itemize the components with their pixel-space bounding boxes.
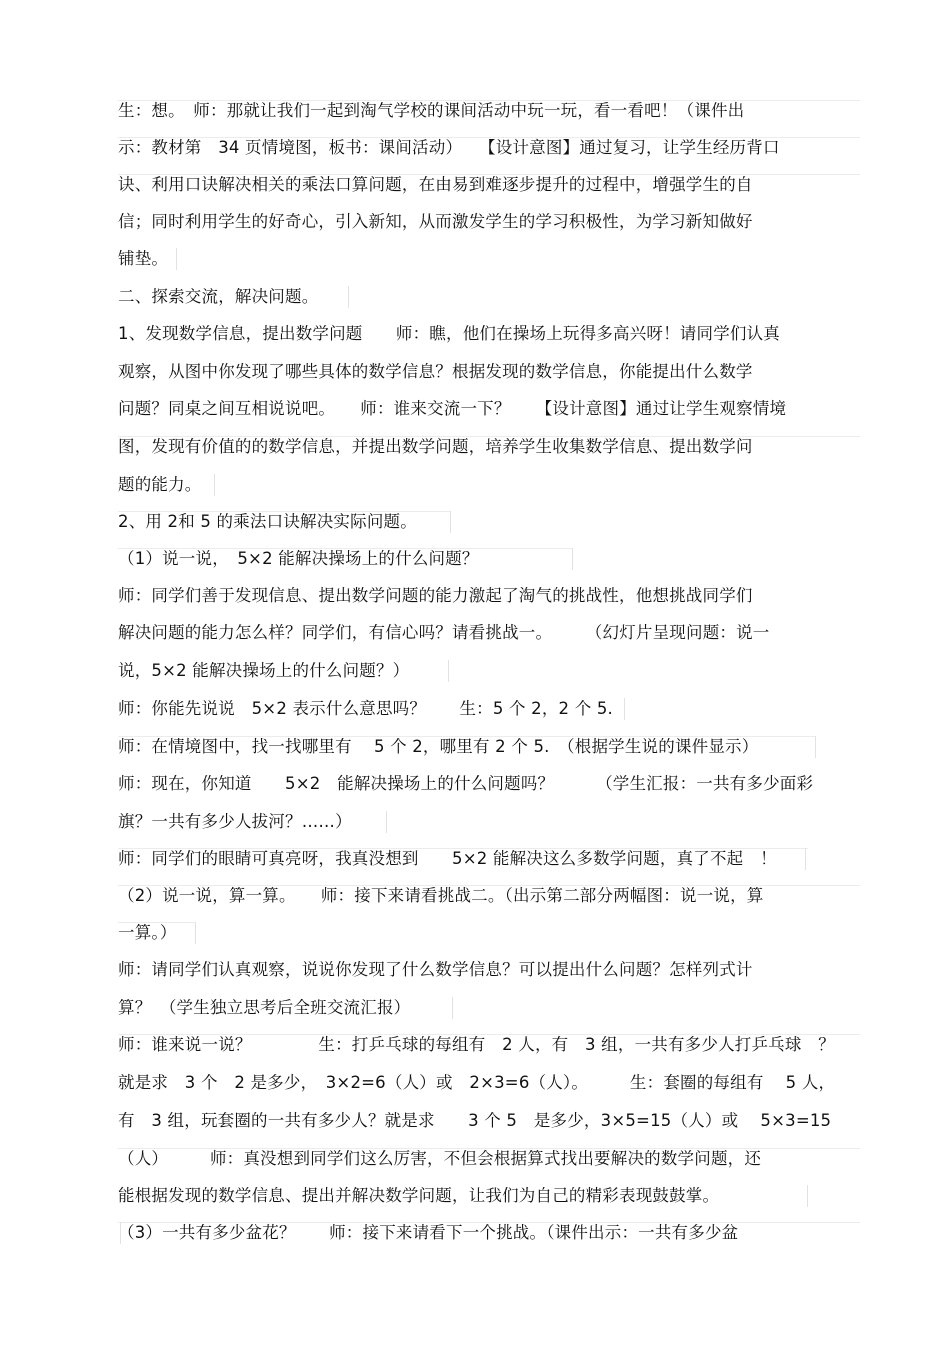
table-border-line <box>118 1222 860 1223</box>
text-line: （2）说一说，算一算。 师：接下来请看挑战二。（出示第二部分两幅图：说一说，算 <box>118 886 764 905</box>
table-border-line <box>118 848 808 849</box>
text-line: 说，5×2 能解决操场上的什么问题？） <box>118 661 410 680</box>
table-border-line <box>118 436 860 437</box>
text-line: 示：教材第 34 页情境图，板书：课间活动） 【设计意图】通过复习，让学生经历背口 <box>118 138 780 157</box>
table-border-line <box>118 511 450 512</box>
text-line: 能根据发现的数学信息、提出并解决数学问题，让我们为自己的精彩表现鼓鼓掌。 <box>118 1186 720 1205</box>
table-border-line <box>118 137 860 138</box>
text-line: 题的能力。 <box>118 475 202 494</box>
text-line: 观察，从图中你发现了哪些具体的数学信息？根据发现的数学信息，你能提出什么数学 <box>118 362 753 381</box>
text-line: 就是求 3 个 2 是多少， 3×2=6（人）或 2×3=6（人）。 生：套圈的每组有 5 人， <box>118 1073 836 1092</box>
table-border-line <box>572 548 573 570</box>
text-line: 算？ （学生独立思考后全班交流汇报） <box>118 998 411 1017</box>
table-border-line <box>386 811 387 833</box>
text-line: 师：现在，你知道 5×2 能解决操场上的什么问题吗？ （学生汇报：一共有多少面彩 <box>118 774 814 793</box>
text-line: 2、用 2和 5 的乘法口诀解决实际问题。 <box>118 512 417 531</box>
table-border-line <box>348 286 349 308</box>
text-line: 二、探索交流，解决问题。 <box>118 287 319 306</box>
table-border-line <box>214 474 215 496</box>
table-border-line <box>118 885 860 886</box>
text-line: 生：想。 师：那就让我们一起到淘气学校的课间活动中玩一玩，看一看吧！（课件出 <box>118 101 745 120</box>
text-line: 解决问题的能力怎么样？同学们，有信心吗？请看挑战一。 （幻灯片呈现问题：说一 <box>118 623 770 642</box>
text-line: 师：同学们善于发现信息、提出数学问题的能力激起了淘气的挑战性，他想挑战同学们 <box>118 586 753 605</box>
text-line: （3）一共有多少盆花？ 师：接下来请看下一个挑战。（课件出示：一共有多少盆 <box>118 1223 739 1242</box>
text-line: 图，发现有价值的的数学信息，并提出数学问题，培养学生收集数学信息、提出数学问 <box>118 437 753 456</box>
table-border-line <box>118 1034 860 1035</box>
text-line: 师：你能先说说 5×2 表示什么意思吗？ 生：5 个 2，2 个 5. <box>118 699 613 718</box>
text-line: 信；同时利用学生的好奇心，引入新知，从而激发学生的学习积极性，为学习新知做好 <box>118 212 753 231</box>
table-border-line <box>118 1148 860 1149</box>
text-line: 师：同学们的眼睛可真亮呀，我真没想到 5×2 能解决这么多数学问题，真了不起 ！ <box>118 849 777 868</box>
table-border-line <box>624 698 625 720</box>
table-border-line <box>118 736 815 737</box>
table-border-line <box>805 848 806 870</box>
text-line: （人） 师：真没想到同学们这么厉害，不但会根据算式找出要解决的数学问题，还 <box>118 1149 762 1168</box>
table-border-line <box>815 736 816 758</box>
text-line: 问题？同桌之间互相说说吧。 师：谁来交流一下？ 【设计意图】通过让学生观察情境 <box>118 399 787 418</box>
table-border-line <box>120 1222 121 1244</box>
text-line: 旗？一共有多少人拔河？……） <box>118 812 352 831</box>
text-line: 师：谁来说一说？ 生：打乒乓球的每组有 2 人，有 3 组，一共有多少人打乒乓球 ？ <box>118 1035 835 1054</box>
text-line: 一算。） <box>118 923 177 942</box>
text-line: 有 3 组，玩套圈的一共有多少人？就是求 3 个 5 是多少，3×5=15（人）或 5×3=15 <box>118 1111 832 1130</box>
text-line: 师：请同学们认真观察，说说你发现了什么数学信息？可以提出什么问题？怎样列式计 <box>118 960 753 979</box>
table-border-line <box>450 511 451 533</box>
table-border-line <box>807 1185 808 1207</box>
table-border-line <box>452 997 453 1019</box>
text-line: 师：在情境图中，找一找哪里有 5 个 2，哪里有 2 个 5. （根据学生说的课件显示） <box>118 737 759 756</box>
text-line: 1、发现数学信息，提出数学问题 师：瞧，他们在操场上玩得多高兴呀！请同学们认真 <box>118 324 780 343</box>
table-border-line <box>118 100 860 101</box>
table-border-line <box>448 660 449 682</box>
table-border-line <box>176 248 177 270</box>
table-border-line <box>118 548 572 549</box>
text-line: 铺垫。 <box>118 249 169 268</box>
table-border-line <box>195 922 196 944</box>
text-line: 诀、利用口诀解决相关的乘法口算问题，在由易到难逐步提升的过程中，增强学生的自 <box>118 175 753 194</box>
table-border-line <box>118 922 195 923</box>
table-border-line <box>118 174 860 175</box>
text-line: （1）说一说， 5×2 能解决操场上的什么问题？ <box>118 549 479 568</box>
